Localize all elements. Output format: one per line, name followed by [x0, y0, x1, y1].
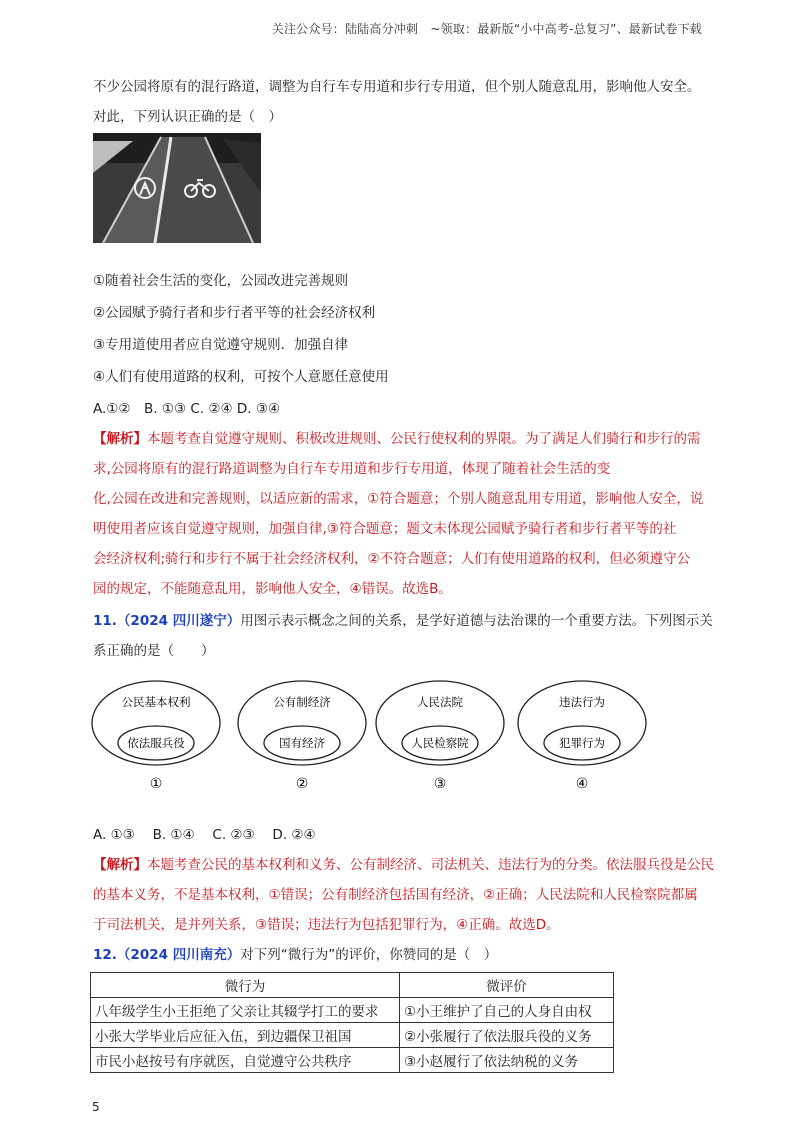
concept-diagrams [90, 678, 650, 802]
table-row [91, 1048, 614, 1073]
q11-stem-text: 用图示表示概念之间的关系，是学好道德与法治课的一个重要方法。下列图示关 [240, 613, 713, 629]
table-header-row [91, 973, 614, 998]
diagram-2-outer-label: 公有制经济 [273, 695, 331, 709]
q11-number: 11. [93, 613, 117, 629]
q10-option-3: ③专用道使用者应自觉遵守规则．加强自律 [93, 337, 349, 353]
q10-analysis-tag: 【解析】 [93, 431, 147, 447]
diagram-4-outer-label: 违法行为 [559, 695, 605, 709]
q11-analysis-text1: 本题考查公民的基本权利和义务、公有制经济、司法机关、违法行为的分类。依法服兵役是公民 [147, 857, 714, 873]
table-row [91, 1023, 614, 1048]
diagram-1-outer-label: 公民基本权利 [121, 695, 191, 709]
q10-stem-line1: 不少公园将原有的混行路道，调整为自行车专用道和步行专用道，但个别人随意乱用，影响他人安全。 [93, 79, 701, 95]
table-cell: ②小张履行了依法服兵役的义务 [400, 1023, 614, 1048]
q11-source: （2024 四川遂宁） [116, 613, 241, 629]
q12-source: （2024 四川南充） [116, 947, 241, 963]
q10-analysis-line4: 明使用者应该自觉遵守规则，加强自律,③符合题意；题文未体现公园赋予骑行者和步行者平等的社 [93, 521, 677, 537]
q10-analysis-line3: 化,公园在改进和完善规则，以适应新的需求，①符合题意；个别人随意乱用专用道，影响他人安全，说 [93, 491, 704, 507]
table-cell: ①小王维护了自己的人身自由权 [400, 998, 614, 1023]
table-header-cell: 微评价 [400, 973, 614, 998]
table-cell: 市民小赵按号有序就医，自觉遵守公共秩序 [91, 1048, 400, 1073]
table-cell: 八年级学生小王拒绝了父亲让其辍学打工的要求 [91, 998, 400, 1023]
q12-stem-text: 对下列“微行为”的评价，你赞同的是（ ） [240, 947, 498, 963]
q10-analysis-line5: 会经济权利;骑行和步行不属于社会经济权利，②不符合题意；人们有使用道路的权利，但必须遵守公 [93, 551, 691, 567]
diagram-3 [376, 681, 504, 792]
page-number: 5 [92, 1100, 100, 1114]
diagram-4-inner-label: 犯罪行为 [559, 736, 605, 750]
diagram-1-inner-label: 依法服兵役 [127, 736, 185, 750]
q11-analysis-tag: 【解析】 [93, 857, 147, 873]
q12-number: 12. [93, 947, 117, 963]
q10-analysis-text1: 本题考查自觉遵守规则、积极改进规则、公民行使权利的界限。为了满足人们骑行和步行的需 [147, 431, 701, 447]
q10-choices: A.①② B. ①③ C. ②④ D. ③④ [93, 401, 281, 417]
diagram-3-number: ③ [433, 776, 447, 792]
q12-table [90, 972, 614, 1073]
q10-option-2: ②公园赋予骑行者和步行者平等的社会经济权利 [93, 305, 376, 321]
diagram-3-outer-label: 人民法院 [417, 695, 463, 709]
table-cell: 小张大学毕业后应征入伍，到边疆保卫祖国 [91, 1023, 400, 1048]
q11-choices: A. ①③ B. ①④ C. ②③ D. ②④ [93, 827, 316, 843]
diagram-2-inner-label: 国有经济 [279, 736, 325, 750]
q11-stem-line1 [93, 612, 713, 630]
diagram-4-number: ④ [575, 776, 589, 792]
diagram-1-number: ① [149, 776, 163, 792]
diagram-2 [238, 681, 366, 792]
q10-analysis-line1 [93, 430, 713, 448]
table-row [91, 998, 614, 1023]
q11-stem-line2: 系正确的是（ ） [93, 643, 215, 659]
table-header-cell: 微行为 [91, 973, 400, 998]
q11-analysis-line1 [93, 856, 713, 874]
table-cell: ③小赵履行了依法纳税的义务 [400, 1048, 614, 1073]
q11-analysis-line2: 的基本义务，不是基本权利，①错误；公有制经济包括国有经济，②正确；人民法院和人民检察院都属 [93, 887, 698, 903]
q12-stem-line [93, 946, 713, 964]
diagram-1 [92, 681, 220, 792]
diagram-2-number: ② [295, 776, 309, 792]
q10-stem-line2: 对此，下列认识正确的是（ ） [93, 109, 282, 125]
bike-lane-photo [93, 133, 261, 243]
q11-analysis-line3: 于司法机关，是并列关系，③错误；违法行为包括犯罪行为，④正确。故选D。 [93, 917, 560, 933]
diagram-3-inner-label: 人民检察院 [411, 736, 469, 750]
q10-analysis-line6: 园的规定，不能随意乱用，影响他人安全，④错误。故选B。 [93, 581, 452, 597]
diagram-4 [518, 681, 646, 792]
page-header: 关注公众号：陆陆高分冲刺 ~领取：最新版“小中高考-总复习”、最新试卷下载 [271, 22, 702, 36]
q10-option-4: ④人们有使用道路的权利，可按个人意愿任意使用 [93, 369, 389, 385]
q10-analysis-line2: 求,公园将原有的混行路道调整为自行车专用道和步行专用道，体现了随着社会生活的变 [93, 461, 611, 477]
q10-option-1: ①随着社会生活的变化，公园改进完善规则 [93, 273, 349, 289]
